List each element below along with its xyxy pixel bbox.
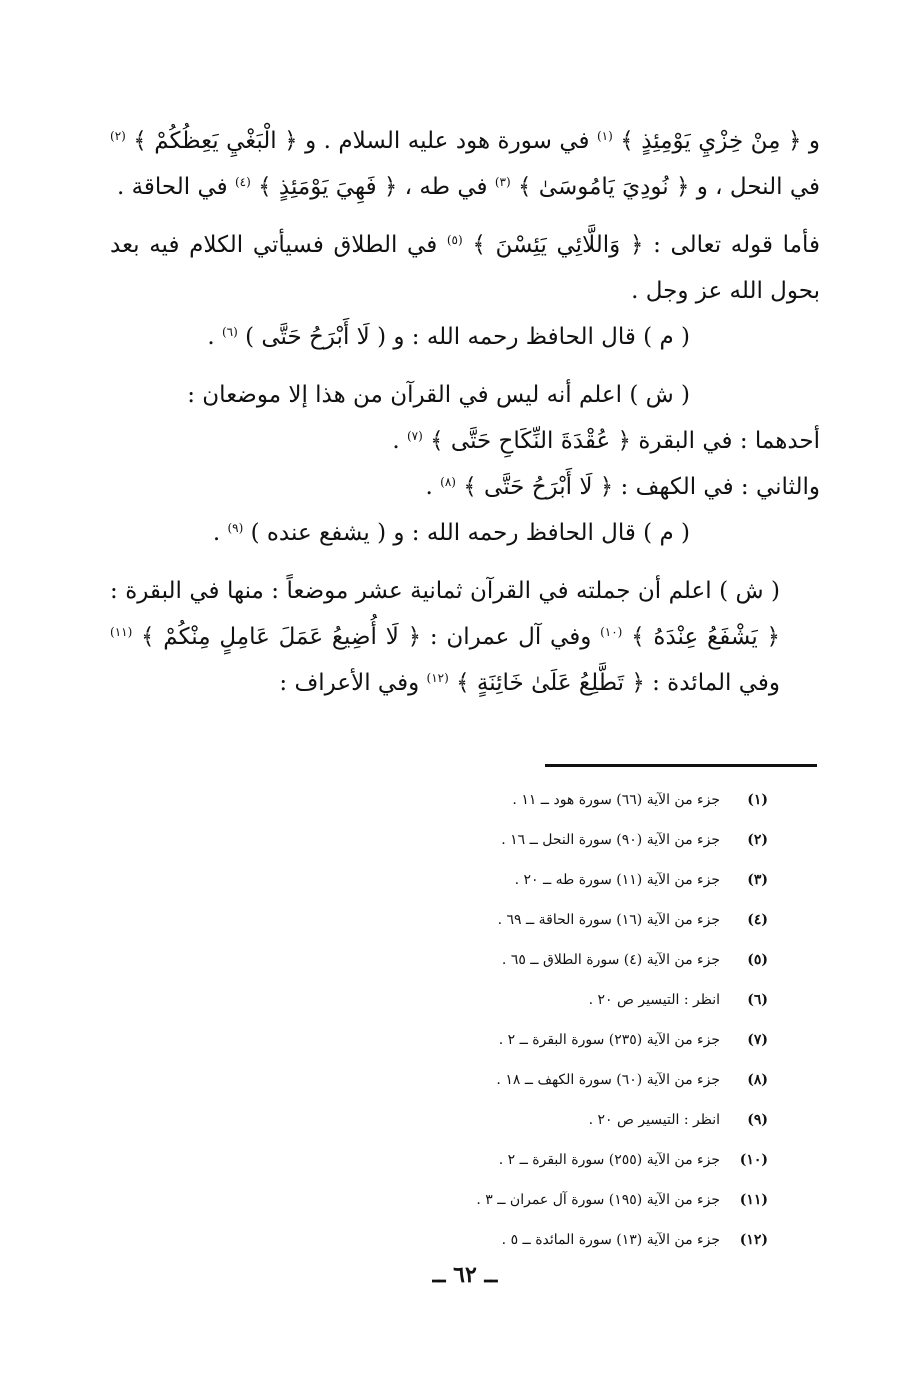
footnote-ref[interactable]: (٣) [494,175,511,189]
footnote-ref[interactable]: (٧) [406,429,423,443]
footnote-text: جزء من الآية (٦٦) سورة هود ــ ١١ . [512,792,720,808]
footnote-ref[interactable]: (١١) [110,625,133,639]
footnote-item [380,948,768,988]
footnote-ref[interactable]: (٥) [446,233,463,247]
footnote-number: (٢) [747,832,768,848]
footnote-number: (٥) [747,952,768,968]
footnote-text: جزء من الآية (٢٣٥) سورة البقرة ــ ٢ . [498,1032,720,1048]
footnote-text: جزء من الآية (٤) سورة الطلاق ــ ٦٥ . [501,952,720,968]
paragraph-talaq: فأما قوله تعالى : ﴿ وَاللَّائِي يَئِسْنَ ﴾ $^{(٥)}$ في الطلاق فسيأتي الكلام فيه بعد بحول الله عز وجل . [110,232,821,304]
footnote-ref[interactable]: (٩) [227,521,244,535]
footnote-item [380,1028,768,1068]
footnote-ref[interactable]: (٢) [110,129,126,143]
footnote-separator [545,764,817,767]
footnote-item [380,828,768,868]
footnote-ref[interactable]: (١٢) [426,671,449,685]
footnote-text: جزء من الآية (٩٠) سورة النحل ــ ١٦ . [501,832,720,848]
footnote-item [380,908,768,948]
footnote-item [380,1108,768,1148]
footnote-text: جزء من الآية (١٩٥) سورة آل عمران ــ ٣ . [476,1192,720,1208]
footnote-text: انظر : التيسير ص ٢٠ . [588,992,720,1008]
footnote-number: (٤) [747,912,768,928]
footnote-number: (١٠) [739,1152,768,1168]
sharh-second-place: والثاني : في الكهف : ﴿ لَا أَبْرَحُ حَتَّى ﴾ $^{(٨)}$ . [425,474,820,500]
footnote-number: (١٢) [739,1232,768,1248]
footnote-number: (١١) [739,1192,768,1208]
footnote-item [380,1188,768,1228]
footnote-item [380,1068,768,1108]
footnote-text: جزء من الآية (٢٥٥) سورة البقرة ــ ٢ . [498,1152,720,1168]
footnote-number: (٧) [747,1032,768,1048]
footnote-number: (٨) [747,1072,768,1088]
footnote-item [380,1148,768,1188]
footnote-item [380,868,768,908]
footnote-number: (٦) [747,992,768,1008]
footnote-text: جزء من الآية (١١) سورة طه ــ ٢٠ . [514,872,720,888]
footnote-text: جزء من الآية (١٣) سورة المائدة ــ ٥ . [501,1232,720,1248]
page-number: ــ ٦٢ ــ [432,1262,498,1288]
footnote-ref[interactable]: (١٠) [600,625,623,639]
paragraph-surah-references: و ﴿ مِنْ خِزْيِ يَوْمِئِذٍ ﴾ $^{(١)}$ في سورة هود عليه السلام . و ﴿ الْبَغْيِ يَعِظُكُمْ ﴾ $^{(٢)}$ في النحل ، و ﴿ نُودِيَ يَامُوسَىٰ ﴾ $^{(٣)}$ في طه ، ﴿ فَهِيَ يَوْمَئِذٍ ﴾ $^{(٤)}$ في الحاقة . [110,128,820,200]
sharh-first-place: أحدهما : في البقرة ﴿ عُقْدَةَ النِّكَاحِ حَتَّى ﴾ $^{(٧)}$ . [392,428,820,454]
footnote-item [380,988,768,1028]
footnote-ref[interactable]: (٤) [234,175,251,189]
footnote-number: (٣) [747,872,768,888]
matn-line-2: ( م ) قال الحافظ رحمه الله : و ( يشفع عنده ) $^{(٩)}$ . [212,520,690,546]
main-text [110,118,820,706]
footnotes [380,788,768,1268]
footnote-ref[interactable]: (٦) [221,325,238,339]
footnote-text: انظر : التيسير ص ٢٠ . [588,1112,720,1128]
footnote-number: (١) [747,792,768,808]
footnote-ref[interactable]: (٨) [440,475,456,489]
sharh-paragraph-2: ( ش ) اعلم أن جملته في القرآن ثمانية عشر موضعاً : منها في البقرة : ﴿ يَشْفَعُ عِنْدَهُ ﴾ $^{(١٠)}$ وفي آل عمران : ﴿ لَا أُضِيعُ عَمَلَ عَامِلٍ مِنْكُمْ ﴾ $^{(١١)}$ وفي المائدة : ﴿ تَطَّلِعُ عَلَىٰ خَائِنَةٍ ﴾ $^{(١٢)}$ وفي الأعراف : [110,578,781,696]
sharh-line-1: ( ش ) اعلم أنه ليس في القرآن من هذا إلا موضعان : [187,382,690,408]
footnote-item [380,788,768,828]
footnote-ref[interactable]: (١) [596,129,613,143]
matn-line-1: ( م ) قال الحافظ رحمه الله : و ( لَا أَبْرَحُ حَتَّى ) $^{(٦)}$ . [207,324,690,350]
footnote-text: جزء من الآية (١٦) سورة الحاقة ــ ٦٩ . [497,912,720,928]
footnote-number: (٩) [747,1112,768,1128]
footnote-text: جزء من الآية (٦٠) سورة الكهف ــ ١٨ . [496,1072,720,1088]
